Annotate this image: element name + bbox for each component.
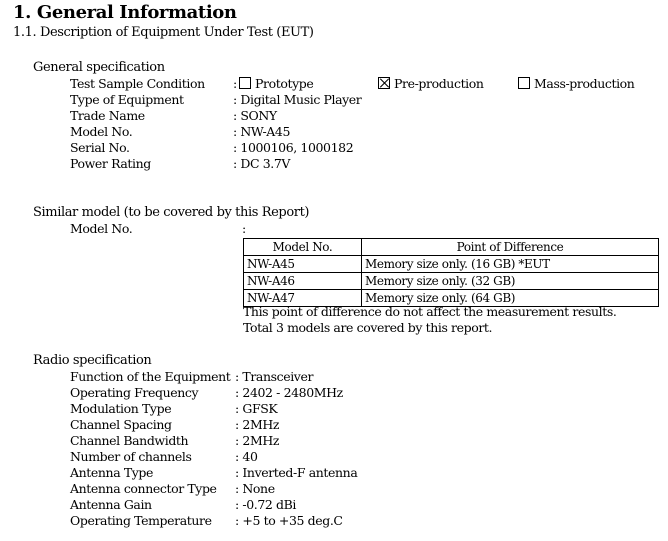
test-sample-condition-label: Test Sample Condition [70, 76, 205, 91]
spec-value: : SONY [233, 108, 277, 123]
radio-label: Channel Spacing [70, 417, 172, 432]
radio-label: Operating Frequency [70, 385, 199, 400]
radio-row [70, 481, 660, 497]
radio-row [70, 417, 660, 433]
option-pre-production-label: Pre-production [394, 76, 484, 91]
radio-row [70, 433, 660, 449]
radio-row [70, 465, 660, 481]
checkbox-prototype[interactable] [239, 77, 251, 89]
radio-row [70, 401, 660, 417]
checkbox-mass-production[interactable] [518, 77, 530, 89]
radio-label: Modulation Type [70, 401, 172, 416]
radio-label: Number of channels [70, 449, 192, 464]
similar-model-table [243, 238, 659, 307]
radio-value: : Transceiver [235, 369, 314, 384]
radio-value: : +5 to +35 deg.C [235, 513, 343, 528]
general-spec-heading: General specification [33, 60, 165, 75]
spec-label: Trade Name [70, 108, 145, 123]
similar-model-note: Total 3 models are covered by this report. [243, 320, 493, 335]
column-header: Point of Difference [362, 239, 659, 256]
radio-row [70, 369, 660, 385]
radio-label: Antenna connector Type [70, 481, 217, 496]
radio-value: : 2402 - 2480MHz [235, 385, 343, 400]
spec-label: Power Rating [70, 156, 151, 171]
radio-label: Antenna Gain [70, 497, 152, 512]
spec-value: : Digital Music Player [233, 92, 362, 107]
colon: : [242, 221, 246, 236]
radio-label: Channel Bandwidth [70, 433, 189, 448]
table-row [244, 256, 659, 273]
radio-value: : -0.72 dBi [235, 497, 296, 512]
table-header-row [244, 239, 659, 256]
radio-row [70, 449, 660, 465]
spec-row [70, 140, 660, 156]
radio-value: : None [235, 481, 275, 496]
test-sample-condition-row [70, 76, 660, 92]
table-cell: Memory size only. (16 GB) *EUT [362, 256, 659, 273]
subsection-title: 1.1. Description of Equipment Under Test (EUT) [13, 25, 314, 40]
spec-row [70, 124, 660, 140]
radio-value: : GFSK [235, 401, 278, 416]
radio-value: : Inverted-F antenna [235, 465, 358, 480]
spec-row [70, 108, 660, 124]
checkbox-pre-production[interactable] [378, 77, 390, 89]
option-pre-production[interactable] [378, 76, 484, 92]
option-mass-production[interactable] [518, 76, 634, 92]
colon: : [233, 76, 237, 91]
spec-value: : DC 3.7V [233, 156, 291, 171]
radio-value: : 2MHz [235, 433, 280, 448]
radio-row [70, 513, 660, 529]
similar-model-label: Model No. [70, 221, 133, 236]
radio-row [70, 385, 660, 401]
radio-row [70, 497, 660, 513]
table-row [244, 273, 659, 290]
spec-label: Type of Equipment [70, 92, 184, 107]
radio-value: : 2MHz [235, 417, 280, 432]
radio-label: Antenna Type [70, 465, 154, 480]
spec-value: : NW-A45 [233, 124, 291, 139]
table-cell: Memory size only. (64 GB) [362, 290, 659, 307]
option-prototype[interactable] [239, 76, 313, 92]
radio-label: Operating Temperature [70, 513, 212, 528]
section-title: 1. General Information [13, 2, 237, 23]
radio-label: Function of the Equipment [70, 369, 231, 384]
similar-model-row [70, 221, 660, 237]
spec-row [70, 92, 660, 108]
table-cell: Memory size only. (32 GB) [362, 273, 659, 290]
option-prototype-label: Prototype [255, 76, 314, 91]
spec-row [70, 156, 660, 172]
radio-spec-heading: Radio specification [33, 353, 152, 368]
similar-model-note: This point of difference do not affect the measurement results. [243, 304, 617, 319]
spec-label: Serial No. [70, 140, 130, 155]
table-cell: NW-A47 [244, 290, 362, 307]
option-mass-production-label: Mass-production [534, 76, 635, 91]
table-cell: NW-A45 [244, 256, 362, 273]
column-header: Model No. [244, 239, 362, 256]
spec-value: : 1000106, 1000182 [233, 140, 354, 155]
table-cell: NW-A46 [244, 273, 362, 290]
similar-model-heading: Similar model (to be covered by this Report) [33, 205, 310, 220]
spec-label: Model No. [70, 124, 133, 139]
radio-value: : 40 [235, 449, 258, 464]
